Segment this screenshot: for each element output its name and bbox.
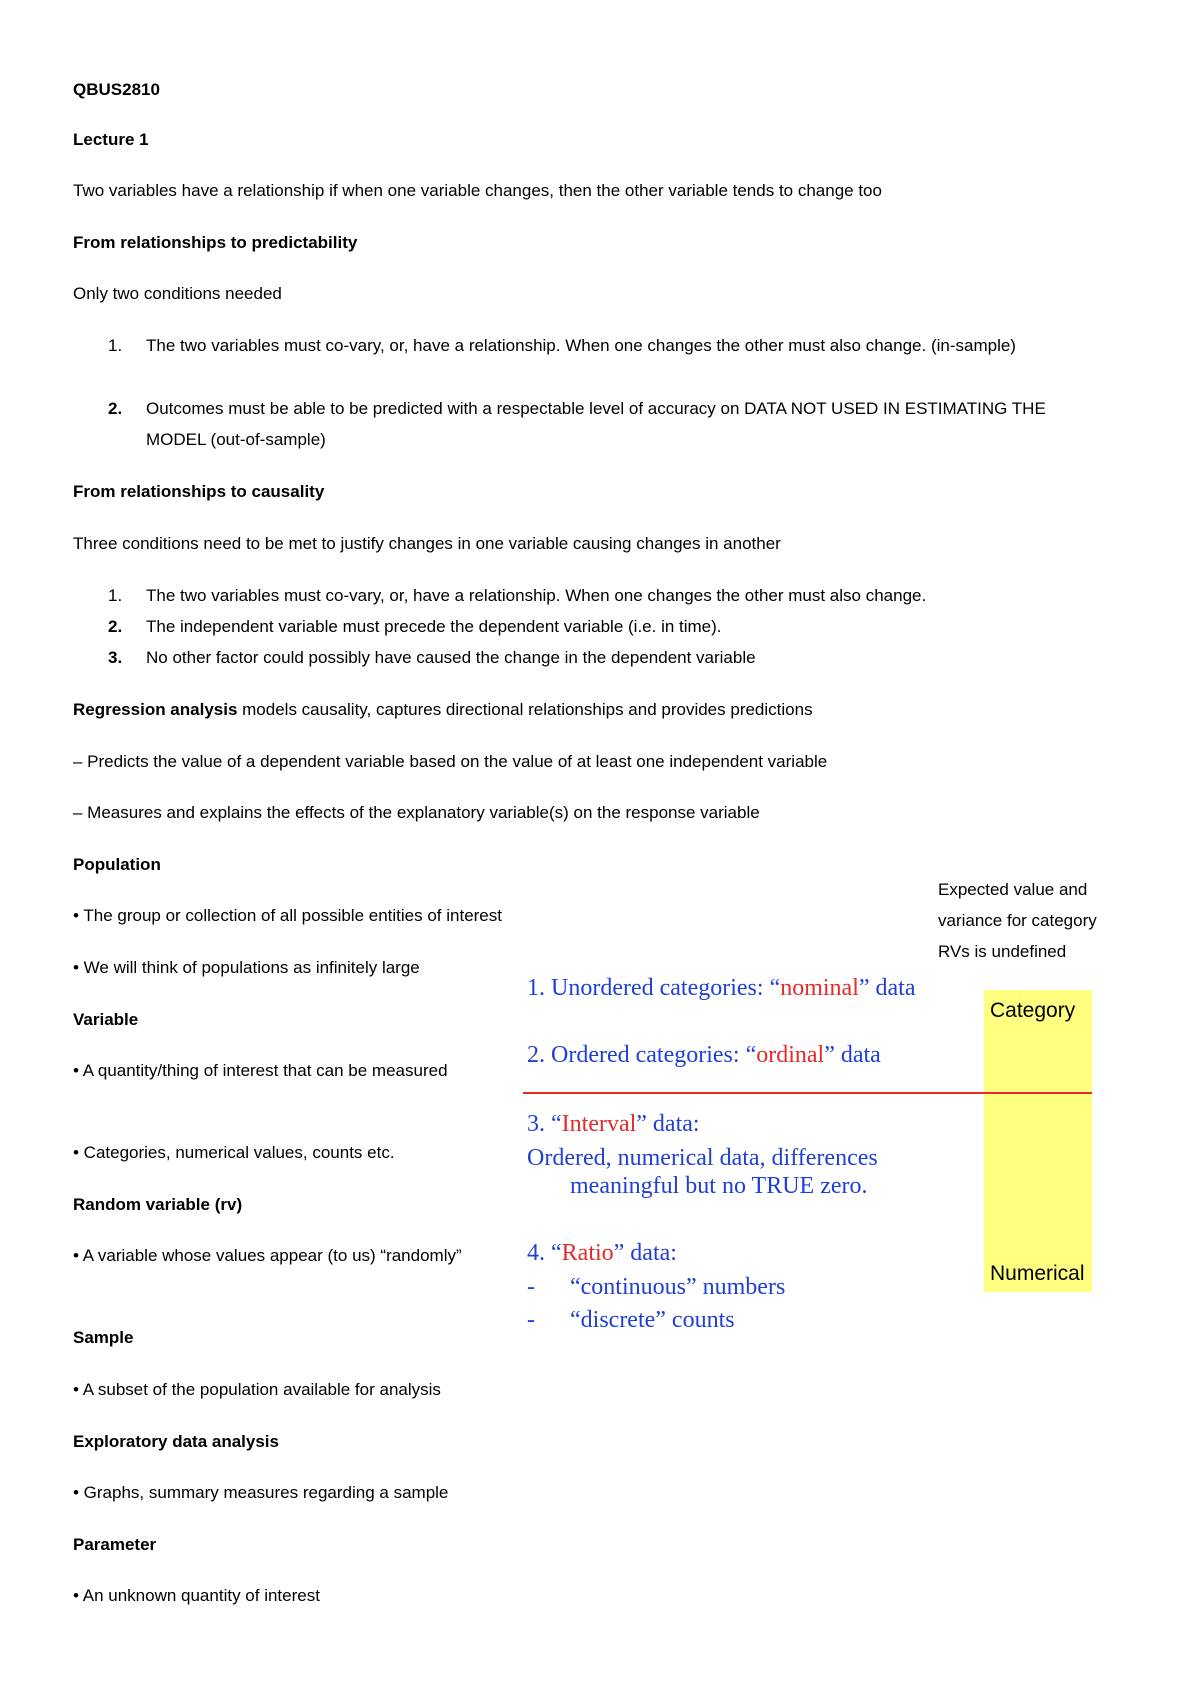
sample-bullet-1: • A subset of the population available for analysis [73,1380,441,1399]
intro-text: Two variables have a relationship if when one variable changes, then the other variable tends to change too [73,181,882,200]
ratio-discrete: “discrete” counts [570,1307,735,1333]
ratio-dash-1: - [527,1274,535,1300]
parameter-heading: Parameter [73,1535,157,1554]
lecture-title: Lecture 1 [73,130,149,149]
caus-item-2-num: 2. [108,617,123,636]
regression-rest: models causality, captures directional relationships and provides predictions [237,700,813,719]
figure-note: Expected value and variance for category RVs is undefined [938,880,1097,961]
regression-line-1: – Predicts the value of a dependent variable based on the value of at least one independent variable [73,752,828,771]
type-interval: 3. “Interval” data: [527,1111,700,1137]
parameter-bullet-1: • An unknown quantity of interest [73,1586,320,1605]
rv-heading: Random variable (rv) [73,1195,243,1214]
ratio-continuous: “continuous” numbers [570,1274,786,1300]
rv-bullet-1: • A variable whose values appear (to us) “randomly” [73,1246,462,1265]
ratio-dash-2: - [527,1307,535,1333]
type-ratio: 4. “Ratio” data: [527,1240,677,1266]
causality-heading: From relationships to causality [73,482,325,501]
sample-heading: Sample [73,1328,134,1347]
predictability-heading: From relationships to predictability [73,233,358,252]
causality-lead: Three conditions need to be met to justify changes in one variable causing changes in another [73,534,781,553]
variable-bullet-2: • Categories, numerical values, counts etc. [73,1143,395,1162]
numerical-label: Numerical [990,1262,1085,1285]
type-ordinal: 2. Ordered categories: “ordinal” data [527,1042,881,1068]
caus-item-3-text: No other factor could possibly have caused the change in the dependent variable [146,648,756,667]
caus-item-1-text: The two variables must co-vary, or, have a relationship. When one changes the other must also change. [146,586,927,605]
regression-term: Regression analysis [73,700,238,719]
interval-desc-2: meaningful but no TRUE zero. [570,1173,868,1199]
pred-item-1-num: 1. [108,336,123,355]
variable-heading: Variable [73,1010,139,1029]
type-nominal: 1. Unordered categories: “nominal” data [527,975,916,1001]
eda-heading: Exploratory data analysis [73,1432,279,1451]
caus-item-2-text: The independent variable must precede the dependent variable (i.e. in time). [146,617,722,636]
caus-item-1-num: 1. [108,586,123,605]
variable-bullet-1: • A quantity/thing of interest that can be measured [73,1061,448,1080]
interval-desc-1: Ordered, numerical data, differences [527,1145,878,1171]
population-bullet-2: • We will think of populations as infinitely large [73,958,420,977]
pred-item-2-text: Outcomes must be able to be predicted with a respectable level of accuracy on DATA NOT USED IN ESTIMATING THE MODEL (out-of-sample) [146,399,1046,449]
eda-bullet-1: • Graphs, summary measures regarding a sample [73,1483,449,1502]
divider-line [523,1092,1092,1094]
pred-item-1-text: The two variables must co-vary, or, have a relationship. When one changes the other must also change. (in-sample) [146,336,1016,355]
type-highlight-bar [984,990,1092,1292]
predictability-lead: Only two conditions needed [73,284,282,303]
pred-item-2-num: 2. [108,399,123,418]
regression-paragraph [73,700,813,720]
caus-item-3-num: 3. [108,648,123,667]
course-code: QBUS2810 [73,80,160,99]
category-label: Category [990,999,1076,1022]
population-heading: Population [73,855,161,874]
regression-line-2: – Measures and explains the effects of the explanatory variable(s) on the response variable [73,803,760,822]
population-bullet-1: • The group or collection of all possible entities of interest [73,906,502,925]
